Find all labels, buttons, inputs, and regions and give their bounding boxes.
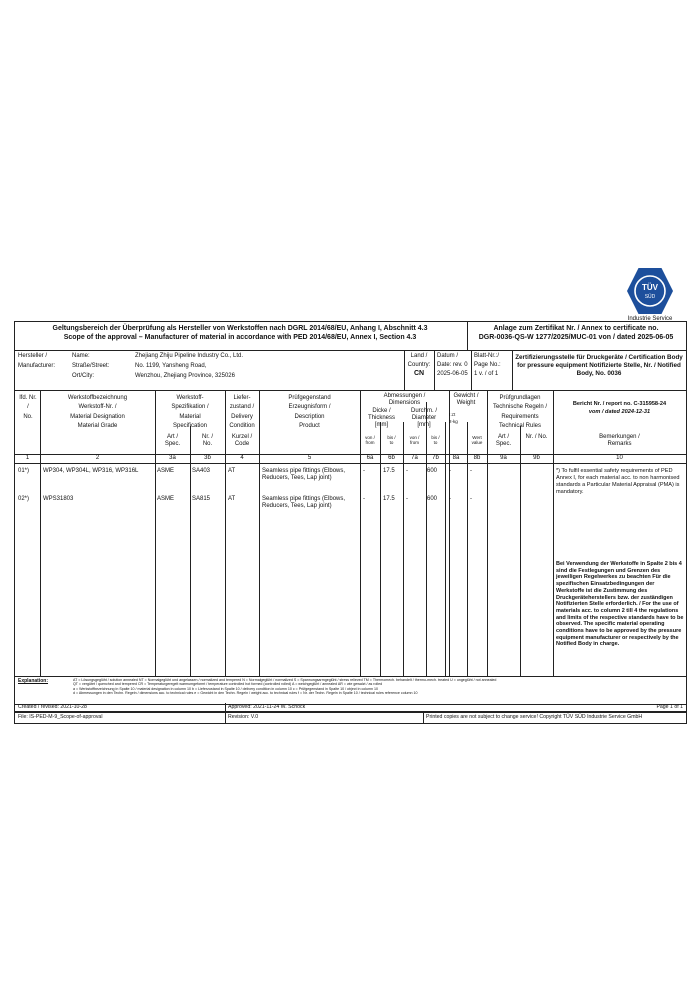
row-02-weight-b: -: [470, 496, 472, 502]
col-no-header: lfd. Nr. / No.: [19, 395, 37, 420]
col-4-code-header: Kurzel / Code: [231, 434, 253, 448]
row-01-condition: AT: [228, 468, 236, 474]
row-01-diameter-to: 600: [427, 468, 438, 474]
certification-body: Zertifizierungsstelle für Druckgeräte / Certification Body for pressure equipment Notifizierte Stelle, Nr. / Notified Body, No. 0036: [515, 354, 683, 378]
col-weight-sub: t ≠t 2-kg: [449, 412, 458, 425]
col-3b-header: Nr. / No.: [201, 434, 213, 448]
row-02-grade: WPS31803: [43, 496, 74, 502]
col-rules-header: Prüfgrundlagen Technische Regeln / Requirements Technical Rules: [492, 395, 548, 429]
manufacturer-label: Hersteller / Manufacturer:: [18, 353, 56, 370]
footer-revision: Revision: V.0: [228, 714, 259, 720]
svg-text:TÜV: TÜV: [642, 283, 658, 292]
remarks-pma-note: *) To fulfil essential safety requirements of PED Annex I, for each material acc. to non harmonised standards a Particular Material Appraisal (PMA) is mandatory.: [556, 468, 680, 495]
col-8b-header: Wert value: [471, 435, 483, 446]
col-6b-header: bis / to: [387, 435, 396, 446]
row-02-spec: ASME: [157, 496, 175, 502]
row-02-thickness-to: 17.5: [383, 496, 395, 502]
explanation-text: AT = Lösungsgeglüht / solution annealed NT = Normalgeglüht und angelassen / normalized and tempered N = Normalgeglüht / normalized S = Spannungsarmgeglüht / stress relieved TM = Thermomech. behandelt / thermo-mech. treated U = ungeglüht / not annealed QT = vergütet / quenched and tempered CR = Temperaturgeregelt warmumgeformt / temperature controlled hot formed (controlled rolled) A = weichgeglüht / annealed AR = wie gewalzt / as rolled a = Werkstoffbezeichnung in Spalte 10 / material designation in column 10 b = Lieferzustand in Spalte 10 / delivery condition in column 10 c = Prüfgegenstand in Spalte 10 / object in column 10 d = Abmessungen in den Techn. Regeln / dimensions acc. to technical rules e = Gewicht in den Techn. Regeln / weight acc. to technical rules f = Nr. der Techn. Regeln in Spalte 10 / technical rules reference column 10: [73, 678, 497, 696]
colnum-8b: 8b: [473, 455, 481, 461]
page-cell: Blatt-Nr.:/ Page No.: 1 v. / of 1: [474, 353, 501, 378]
footer-printed: Printed copies are not subject to change service! Copyright TÜV SÜD Industrie Service GmbH: [426, 714, 643, 720]
row-01-weight-b: -: [470, 468, 472, 474]
manufacturer-values: Zhejiang Zhiju Pipeline Industry Co., Ltd. No. 1199, Yansheng Road, Wenzhou, Zhejiang Province, 325026: [135, 353, 244, 380]
explanation-label: Explanation:: [18, 678, 49, 684]
tuv-hexagon-icon: [627, 268, 673, 314]
col-grade-header: Werkstoffbezeichnung Werkstoff-Nr. / Material Designation Material Grade: [67, 395, 128, 429]
col-7a-header: von / from: [409, 435, 420, 446]
row-01-weight-a: -: [449, 468, 451, 474]
row-01-spec-no: SA403: [192, 468, 211, 474]
colnum-6a: 6a: [366, 455, 374, 461]
row-01-diameter-from: -: [406, 468, 408, 474]
row-02-product: Seamless pipe fittings (Elbows, Reducers, Tees, Lap joint): [262, 496, 346, 510]
remarks-usage-conditions: Bei Verwendung der Werkstoffe in Spalte 2 bis 4 sind die Festlegungen und Grenzen des jeweiligen Regelwerkes zu beachten Für die spezifischen Einsatzbedingungen der Werkstoffe ist die Zustimmung des Druckgeräteherstellers bzw. der zuständigen Notifizierten Stelle erforderlich. / For the use of materials acc. to column 2 till 4 the regulations and limits of the respective standards have to be observed. The specific material operating conditions have to be approved by the pressure equipment manufacturer or respectively by the Notified Body in charge.: [556, 561, 684, 648]
colnum-9b: 9b: [533, 455, 540, 461]
tuv-sud-logo: [620, 268, 680, 322]
col-weight-header: Gewicht / Weight: [453, 393, 479, 407]
col-remarks-header: Bemerkungen / Remarks: [599, 434, 640, 448]
col-diameter-header: Durchm. / Diameter [mm]: [410, 408, 437, 429]
col-6a-header: von / from: [365, 435, 375, 446]
col-7b-header: bis / to: [431, 435, 440, 446]
colnum-3b: 3b: [204, 455, 211, 461]
scope-title: Geltungsbereich der Überprüfung als Hersteller von Werkstoffen nach DGRL 2014/68/EU, Anhang I, Abschnitt 4.3 Scope of the approval – Manufacturer of material in accordance with PED 2014/68/EU, Annex I, Section 4.3: [52, 325, 428, 341]
footer: [14, 703, 687, 724]
row-02-condition: AT: [228, 496, 236, 502]
colnum-9a: 9a: [500, 455, 507, 461]
row-01-thickness-from: -: [363, 468, 365, 474]
colnum-4: 4: [240, 455, 244, 461]
row-02-spec-no: SA815: [192, 496, 211, 502]
row-01-product: Seamless pipe fittings (Elbows, Reducers, Tees, Lap joint): [262, 468, 346, 482]
colnum-6b: 6b: [388, 455, 395, 461]
colnum-7a: 7a: [411, 455, 418, 461]
colnum-10: 10: [616, 455, 623, 461]
country-cell: Land / Country: CN: [407, 353, 431, 378]
row-02-no: 02*): [18, 496, 30, 502]
colnum-3a: 3a: [169, 455, 176, 461]
logo-caption: Industrie Service: [627, 316, 673, 322]
col-dimensions-header: Abmessungen / Dimensions: [383, 393, 426, 407]
col-spec-header: Werkstoff- Spezifikation / Material Specification: [171, 395, 209, 429]
footer-file: File: IS-PED-M-9_Scope-of-approval: [18, 714, 103, 720]
col-9a-header: Art / Spec.: [495, 434, 512, 448]
scope-of-approval-sheet: [14, 321, 687, 712]
colnum-8a: 8a: [452, 455, 460, 461]
row-01-grade: WP304, WP304L, WP316, WP316L: [43, 468, 139, 474]
col-thickness-header: Dicke / Thickness [mm]: [367, 408, 395, 429]
col-condition-header: Liefer- zustand / Delivery Condition: [229, 395, 255, 429]
footer-created: Created / revised: 2021-10-28: [18, 704, 87, 710]
colnum-1: 1: [25, 455, 30, 461]
svg-text:SÜD: SÜD: [644, 294, 656, 300]
row-02-thickness-from: -: [363, 496, 365, 502]
colnum-5: 5: [307, 455, 312, 461]
colnum-7b: 7b: [432, 455, 439, 461]
footer-approved: Approved: 2021-11-24 W. Schock: [228, 704, 306, 710]
row-02-diameter-to: 600: [427, 496, 438, 502]
col-3a-header: Art / Spec.: [164, 434, 181, 448]
col-product-header: Prüfgegenstand Erzeugnisform / Description Product: [288, 395, 331, 429]
footer-page: Page 1 of 1: [656, 704, 683, 710]
report-reference: Bericht Nr. / report no. C-315958-24 vom / dated 2024-12-31: [572, 401, 667, 416]
row-01-no: 01*): [18, 468, 30, 474]
manufacturer-field-labels: Name: Straße/Street: Ort/City:: [72, 353, 110, 380]
row-01-thickness-to: 17.5: [383, 468, 395, 474]
col-9b-header: Nr. / No.: [525, 434, 548, 440]
date-cell: Datum / Date: rev. 0 2025-06-05: [437, 353, 468, 378]
row-01-spec: ASME: [157, 468, 175, 474]
colnum-2: 2: [95, 455, 100, 461]
row-02-diameter-from: -: [406, 496, 408, 502]
annex-title: Anlage zum Zertifikat Nr. / Annex to certificate no. DGR-0036-QS-W 1277/2025/MUC-01 von / dated 2025-06-05: [478, 325, 674, 341]
row-02-weight-a: -: [449, 496, 451, 502]
